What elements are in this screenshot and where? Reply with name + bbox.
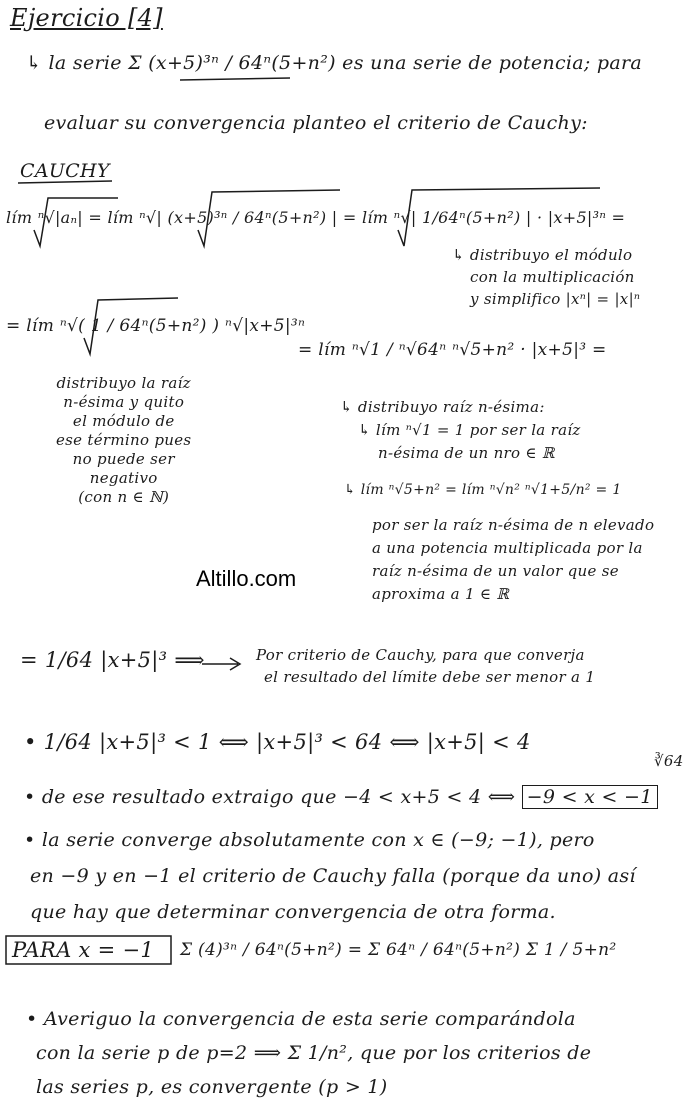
intro-fraction-bar	[180, 78, 290, 80]
root-note-line: n-ésima y quito	[63, 393, 185, 411]
arrow-implies	[202, 658, 240, 670]
cube-root-note: ∛64	[654, 752, 684, 770]
nth-root-note-line: ↳ lím ⁿ√1 = 1 por ser la raíz	[358, 421, 581, 439]
result-note-line: el resultado del límite debe ser menor a 1	[264, 668, 596, 686]
extract-text: • de ese resultado extraigo que −4 < x+5 < 4 ⟺	[24, 786, 516, 808]
extract-line	[24, 786, 658, 808]
watermark: Altillo.com	[196, 566, 297, 591]
module-note-line: ↳ distribuyo el módulo	[452, 246, 633, 264]
convergence-line: en −9 y en −1 el criterio de Cauchy falla (porque da uno) así	[30, 865, 636, 887]
cauchy-step-2: = lím ⁿ√( 1 / 64ⁿ(5+n²) ) ⁿ√|x+5|³ⁿ	[6, 316, 306, 336]
exercise-title: Ejercicio [4]	[10, 4, 163, 32]
interval-box: −9 < x < −1	[522, 785, 658, 809]
nth-root-note	[340, 396, 654, 606]
root-note-line: distribuyo la raíz	[56, 374, 191, 392]
nth-root-note-line: ↳ lím ⁿ√5+n² = lím ⁿ√n² ⁿ√1+5/n² = 1	[344, 482, 622, 498]
nth-root-note-line: aproxima a 1 ∈ ℝ	[372, 585, 510, 603]
nth-root-note-line: n-ésima de un nro ∈ ℝ	[378, 444, 555, 462]
module-note-line: con la multiplicación	[470, 268, 635, 286]
cauchy-heading: CAUCHY	[20, 160, 110, 182]
nth-root-note-line: por ser la raíz n-ésima de n elevado	[372, 516, 655, 534]
para-expression: Σ (4)³ⁿ / 64ⁿ(5+n²) = Σ 64ⁿ / 64ⁿ(5+n²) Σ 1 / 5+n²	[180, 940, 617, 960]
root-note-line: negativo	[89, 469, 158, 487]
nth-root-note-line: raíz n-ésima de un valor que se	[372, 562, 619, 580]
result-note-line: Por criterio de Cauchy, para que converja	[256, 646, 585, 664]
comparison-line: las series p, es convergente (p > 1)	[36, 1076, 388, 1098]
module-note-line: y simplifico |xⁿ| = |x|ⁿ	[470, 290, 641, 308]
para-label: PARA x = −1	[12, 938, 155, 962]
cauchy-step-3: = lím ⁿ√1 / ⁿ√64ⁿ ⁿ√5+n² · |x+5|³ =	[298, 340, 607, 360]
nth-root-note-line: ↳ distribuyo raíz n-ésima:	[340, 398, 545, 416]
nth-root-note-line: a una potencia multiplicada por la	[372, 539, 643, 557]
intro-line-2: evaluar su convergencia planteo el criterio de Cauchy:	[44, 112, 588, 134]
root-note-line: ese término pues	[56, 431, 192, 449]
module-note	[452, 244, 640, 310]
convergence-line: • la serie converge absolutamente con x ∈ (−9; −1), pero	[24, 829, 595, 851]
comparison-line: con la serie p de p=2 ⟹ Σ 1/n², que por los criterios de	[36, 1042, 592, 1064]
root-distribution-note	[56, 374, 191, 507]
root-note-line: (con n ∈ ℕ)	[78, 488, 170, 506]
root-note-line: el módulo de	[72, 412, 175, 430]
comparison-paragraph	[26, 1002, 591, 1104]
cauchy-result-note	[256, 644, 595, 688]
cauchy-step-1: lím ⁿ√|aₙ| = lím ⁿ√| (x+5)³ⁿ / 64ⁿ(5+n²) | = lím ⁿ√| 1/64ⁿ(5+n²) | · |x+5|³ⁿ =	[6, 208, 626, 227]
root-note-line: no puede ser	[72, 450, 175, 468]
convergence-paragraph	[24, 822, 636, 930]
inequality-line: • 1/64 |x+5|³ < 1 ⟺ |x+5|³ < 64 ⟺ |x+5| < 4	[24, 730, 531, 754]
cauchy-result: = 1/64 |x+5|³ ⟹	[20, 648, 205, 672]
convergence-line: que hay que determinar convergencia de otra forma.	[30, 901, 556, 923]
comparison-line: • Averiguo la convergencia de esta serie comparándola	[26, 1008, 576, 1030]
intro-line-1: ↳ la serie Σ (x+5)³ⁿ / 64ⁿ(5+n²) es una serie de potencia; para	[26, 52, 643, 74]
